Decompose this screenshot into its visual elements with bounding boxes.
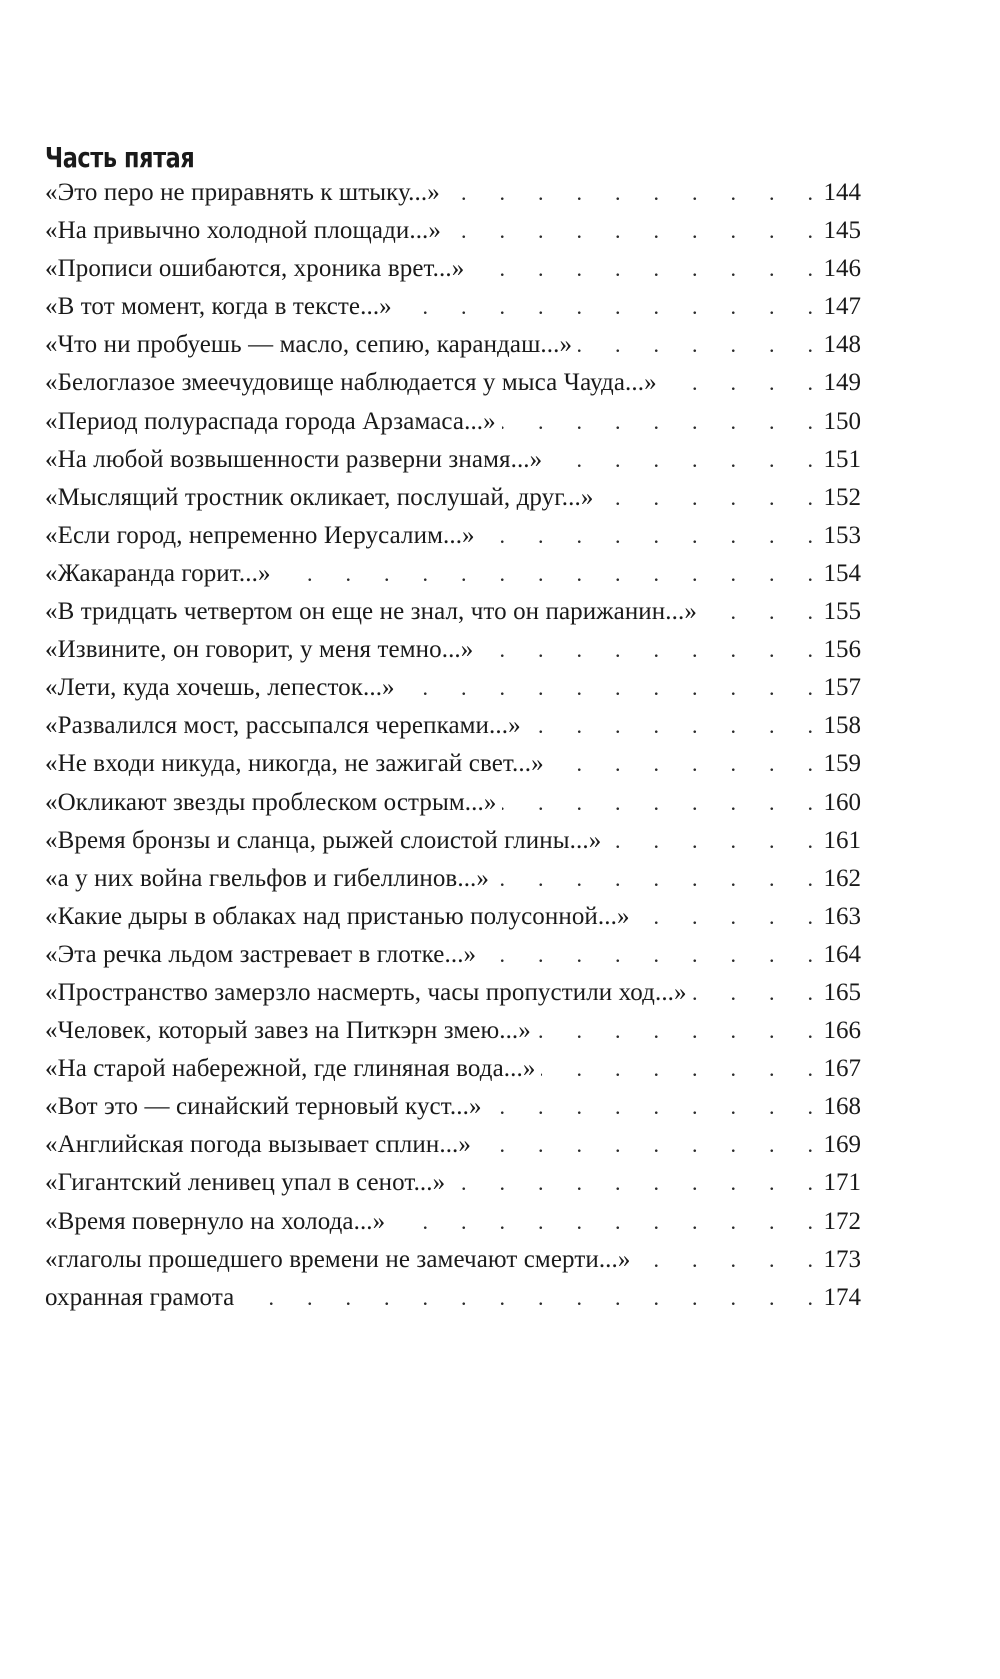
toc-entry	[45, 555, 861, 593]
dot-leader	[663, 364, 813, 402]
toc-entry-page: 147	[823, 293, 861, 321]
toc-entry	[45, 707, 861, 745]
dot-leader	[548, 441, 813, 479]
toc-entry-title: «Если город, непременно Иерусалим...»	[45, 521, 475, 549]
dot-leader	[447, 212, 813, 250]
dot-leader	[495, 860, 813, 898]
toc-entry-page: 159	[823, 750, 861, 778]
toc-entry-page: 152	[823, 483, 861, 511]
dot-leader	[607, 822, 813, 860]
toc-entry-title: охранная грамота	[45, 1283, 235, 1311]
toc-entry	[45, 517, 861, 555]
toc-entry	[45, 822, 861, 860]
toc-entry-page: 161	[823, 826, 861, 854]
toc-entry-title: «Прописи ошибаются, хроника врет...»	[45, 255, 465, 283]
toc-entry	[45, 1164, 861, 1202]
toc-entry-title: «В тот момент, когда в тексте...»	[45, 293, 392, 321]
dot-leader	[277, 555, 813, 593]
toc-entry-page: 144	[823, 179, 861, 206]
toc-entry-title: «Человек, который завез на Питкэрн змею...»	[45, 1017, 531, 1045]
dot-leader	[550, 745, 813, 783]
toc-entry-title: «Это перо не приравнять к штыку...»	[45, 179, 440, 206]
toc-entry	[45, 669, 861, 707]
toc-entry	[45, 1126, 861, 1164]
toc-entry-title: «На привычно холодной площади...»	[45, 217, 442, 245]
toc-entry-page: 155	[823, 598, 861, 626]
toc-entry-title: «Вот это — синайский терновый куст...»	[45, 1093, 482, 1121]
toc-entry-page: 169	[823, 1131, 861, 1159]
toc-entry-page: 168	[823, 1093, 861, 1121]
dot-leader	[477, 1126, 813, 1164]
toc-entry-title: «Эта речка льдом застревает в глотке...»	[45, 940, 477, 968]
toc-entry	[45, 1203, 861, 1241]
toc-entry-title: «Развалился мост, рассыпался черепками...»	[45, 712, 521, 740]
toc-entry-page: 172	[823, 1207, 861, 1235]
toc-entry	[45, 326, 861, 364]
toc-entry	[45, 1012, 861, 1050]
section-title: Часть пятая	[45, 141, 195, 174]
dot-leader	[391, 1203, 813, 1241]
toc-entry-title: «Жакаранда горит...»	[45, 559, 271, 587]
toc-entry-page: 171	[823, 1169, 861, 1197]
toc-entry-title: «Гигантский ленивец упал в сенот...»	[45, 1169, 446, 1197]
toc-entry	[45, 250, 861, 288]
dot-leader	[578, 326, 813, 364]
toc-entry-title: «Пространство замерзло насмерть, часы пропустили ход...»	[45, 978, 687, 1006]
toc-entry	[45, 1050, 861, 1088]
toc-entry	[45, 898, 861, 936]
toc-entry	[45, 403, 861, 441]
toc-entry-title: «В тридцать четвертом он еще не знал, что он парижанин...»	[45, 598, 697, 626]
toc-entry-title: «Период полураспада города Арзамаса...»	[45, 407, 496, 435]
table-of-contents	[45, 174, 861, 1317]
dot-leader	[703, 593, 813, 631]
toc-entry	[45, 1088, 861, 1126]
dot-leader	[693, 974, 813, 1012]
toc-entry-title: «Окликают звезды проблеском острым...»	[45, 788, 497, 816]
toc-entry-page: 160	[823, 788, 861, 816]
dot-leader	[636, 1241, 813, 1279]
toc-entry-page: 153	[823, 521, 861, 549]
dot-leader	[488, 1088, 813, 1126]
toc-entry	[45, 784, 861, 822]
dot-leader	[481, 517, 813, 555]
toc-entry-title: «Что ни пробуешь — масло, сепию, карандаш...»	[45, 331, 573, 359]
toc-entry-page: 151	[823, 445, 861, 473]
toc-entry	[45, 860, 861, 898]
dot-leader	[398, 288, 813, 326]
toc-entry-title: «а у них война гвельфов и гибеллинов...»	[45, 864, 489, 892]
dot-leader	[527, 707, 813, 745]
toc-entry-page: 157	[823, 674, 861, 702]
toc-entry-page: 145	[823, 217, 861, 245]
toc-entry-title: «Лети, куда хочешь, лепесток...»	[45, 674, 395, 702]
toc-entry-title: «Мыслящий тростник окликает, послушай, друг...»	[45, 483, 594, 511]
toc-entry	[45, 212, 861, 250]
toc-entry-page: 149	[823, 369, 861, 397]
toc-entry	[45, 441, 861, 479]
toc-entry-page: 156	[823, 636, 861, 664]
dot-leader	[451, 1164, 813, 1202]
toc-entry-title: «Время бронзы и сланца, рыжей слоистой глины...»	[45, 826, 602, 854]
dot-leader	[482, 936, 813, 974]
toc-entry-title: «Английская погода вызывает сплин...»	[45, 1131, 471, 1159]
dot-leader	[446, 174, 813, 212]
toc-entry-page: 166	[823, 1017, 861, 1045]
dot-leader	[537, 1012, 813, 1050]
toc-entry-page: 173	[823, 1245, 861, 1273]
toc-entry-page: 174	[823, 1283, 861, 1311]
dot-leader	[599, 479, 813, 517]
toc-entry	[45, 479, 861, 517]
dot-leader	[240, 1279, 813, 1317]
toc-entry-page: 164	[823, 940, 861, 968]
toc-entry-page: 162	[823, 864, 861, 892]
toc-entry-title: «Белоглазое змеечудовище наблюдается у мыса Чауда...»	[45, 369, 657, 397]
toc-entry	[45, 974, 861, 1012]
dot-leader	[401, 669, 813, 707]
toc-entry	[45, 936, 861, 974]
toc-entry-title: «Не входи никуда, никогда, не зажигай свет...»	[45, 750, 544, 778]
toc-entry	[45, 364, 861, 402]
toc-entry-title: «глаголы прошедшего времени не замечают смерти...»	[45, 1245, 631, 1273]
toc-entry-page: 158	[823, 712, 861, 740]
toc-entry-page: 146	[823, 255, 861, 283]
toc-entry	[45, 288, 861, 326]
toc-entry-page: 150	[823, 407, 861, 435]
dot-leader	[541, 1050, 813, 1088]
dot-leader	[502, 784, 813, 822]
toc-entry-page: 167	[823, 1055, 861, 1083]
toc-entry	[45, 1279, 861, 1317]
toc-entry	[45, 631, 861, 669]
toc-entry-title: «Извините, он говорит, у меня темно...»	[45, 636, 474, 664]
toc-entry	[45, 1241, 861, 1279]
toc-entry-page: 154	[823, 559, 861, 587]
toc-entry-title: «Какие дыры в облаках над пристанью полусонной...»	[45, 902, 630, 930]
dot-leader	[479, 631, 813, 669]
toc-entry-page: 165	[823, 978, 861, 1006]
dot-leader	[636, 898, 813, 936]
dot-leader	[470, 250, 813, 288]
toc-entry	[45, 593, 861, 631]
toc-entry	[45, 174, 861, 212]
toc-entry-title: «На старой набережной, где глиняная вода...»	[45, 1055, 536, 1083]
toc-entry	[45, 745, 861, 783]
toc-entry-page: 148	[823, 331, 861, 359]
dot-leader	[502, 403, 813, 441]
toc-entry-title: «Время повернуло на холода...»	[45, 1207, 386, 1235]
toc-entry-page: 163	[823, 902, 861, 930]
toc-entry-title: «На любой возвышенности разверни знамя...»	[45, 445, 543, 473]
